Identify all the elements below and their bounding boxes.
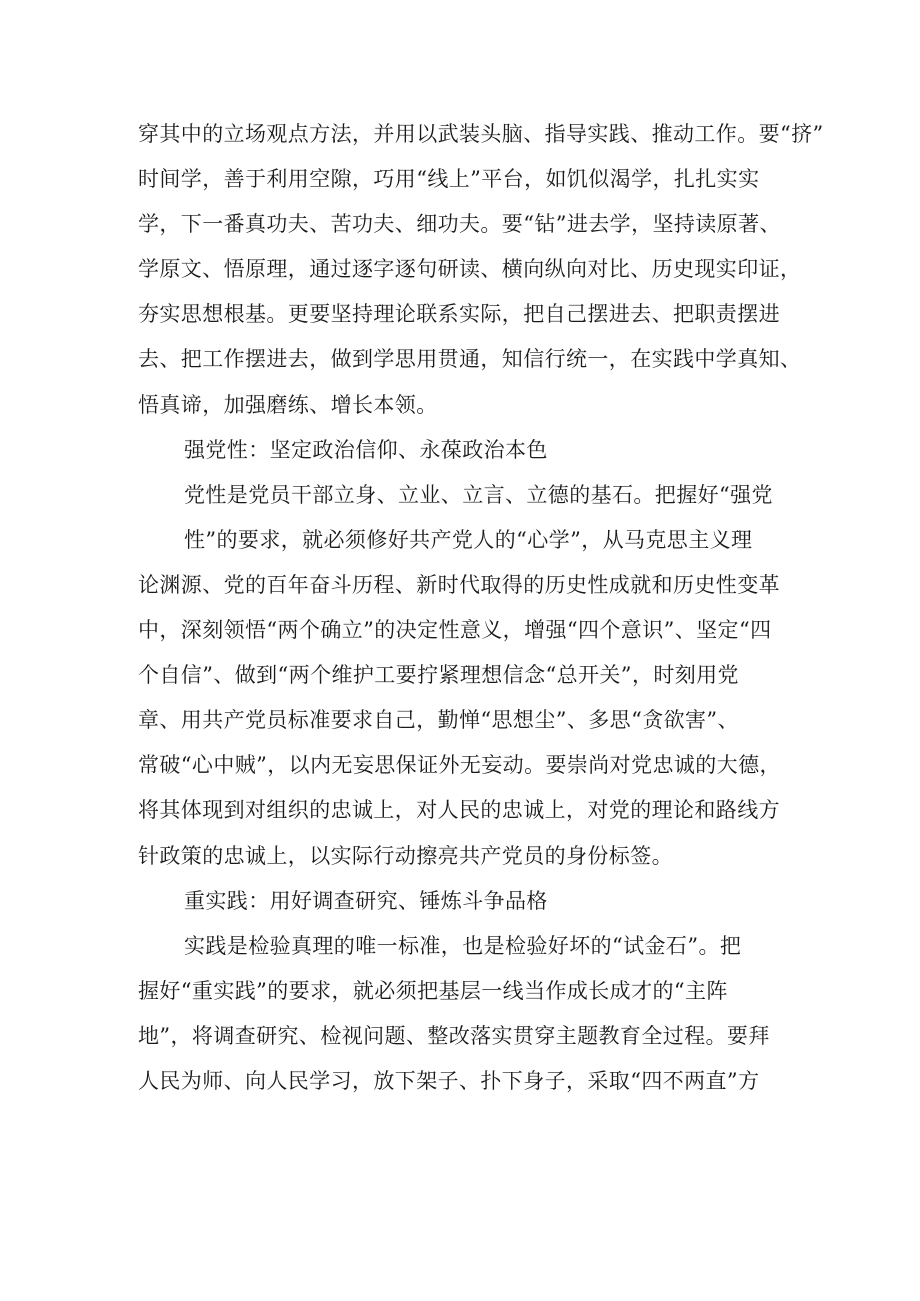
section-heading: 重实践：用好调查研究、锤炼斗争品格 bbox=[184, 888, 548, 913]
body-line: 实践是检验真理的唯一标准，也是检验好坏的“试金石”。把 bbox=[184, 933, 742, 958]
body-line: 针政策的忠诚上，以实际行动擦亮共产党员的身份标签。 bbox=[138, 843, 673, 868]
body-line: 论渊源、党的百年奋斗历程、新时代取得的历史性成就和历史性变革 bbox=[138, 572, 780, 597]
body-line: 学原文、悟原理，通过逐字逐句研读、横向纵向对比、历史现实印证， bbox=[138, 257, 802, 282]
body-line: 地”，将调查研究、检视问题、整改落实贯穿主题教育全过程。要拜 bbox=[138, 1023, 770, 1048]
body-line: 中，深刻领悟“两个确立”的决定性意义，增强“四个意识”、坚定“四 bbox=[138, 618, 772, 643]
body-line: 握好“重实践”的要求，就必须把基层一线当作成长成才的“主阵 bbox=[138, 978, 728, 1003]
body-line: 穿其中的立场观点方法，并用以武装头脑、指导实践、推动工作。要“挤” bbox=[138, 122, 824, 146]
body-line: 将其体现到对组织的忠诚上，对人民的忠诚上，对党的理论和路线方 bbox=[138, 798, 780, 823]
body-line: 悟真谛，加强磨练、增长本领。 bbox=[138, 392, 438, 417]
body-line: 夯实思想根基。更要坚持理论联系实际，把自己摆进去、把职责摆进 bbox=[138, 302, 780, 327]
body-line: 性”的要求，就必须修好共产党人的“心学”，从马克思主义理 bbox=[184, 527, 753, 552]
body-line: 章、用共产党员标准要求自己，勤惮“思想尘”、多思“贪欲害”、 bbox=[138, 708, 739, 733]
body-line: 党性是党员干部立身、立业、立言、立德的基石。把握好“强党 bbox=[184, 482, 773, 507]
body-line: 时间学，善于利用空隙，巧用“线上”平台，如饥似渴学，扎扎实实 bbox=[138, 167, 760, 192]
document-body bbox=[138, 112, 824, 1104]
body-line: 常破“心中贼”，以内无妄思保证外无妄动。要崇尚对党忠诚的大德， bbox=[138, 753, 781, 778]
section-heading: 强党性：坚定政治信仰、永葆政治本色 bbox=[184, 437, 548, 462]
body-line: 去、把工作摆进去，做到学思用贯通，知信行统一，在实践中学真知、 bbox=[138, 347, 802, 372]
body-line: 个自信”、做到“两个维护工要拧紧理想信念“总开关”，时刻用党 bbox=[138, 663, 739, 688]
body-line: 人民为师、向人民学习，放下架子、扑下身子，采取“四不两直”方 bbox=[138, 1068, 760, 1093]
body-line: 学，下一番真功夫、苦功夫、细功夫。要“钻”进去学，坚持读原著、 bbox=[138, 212, 781, 237]
